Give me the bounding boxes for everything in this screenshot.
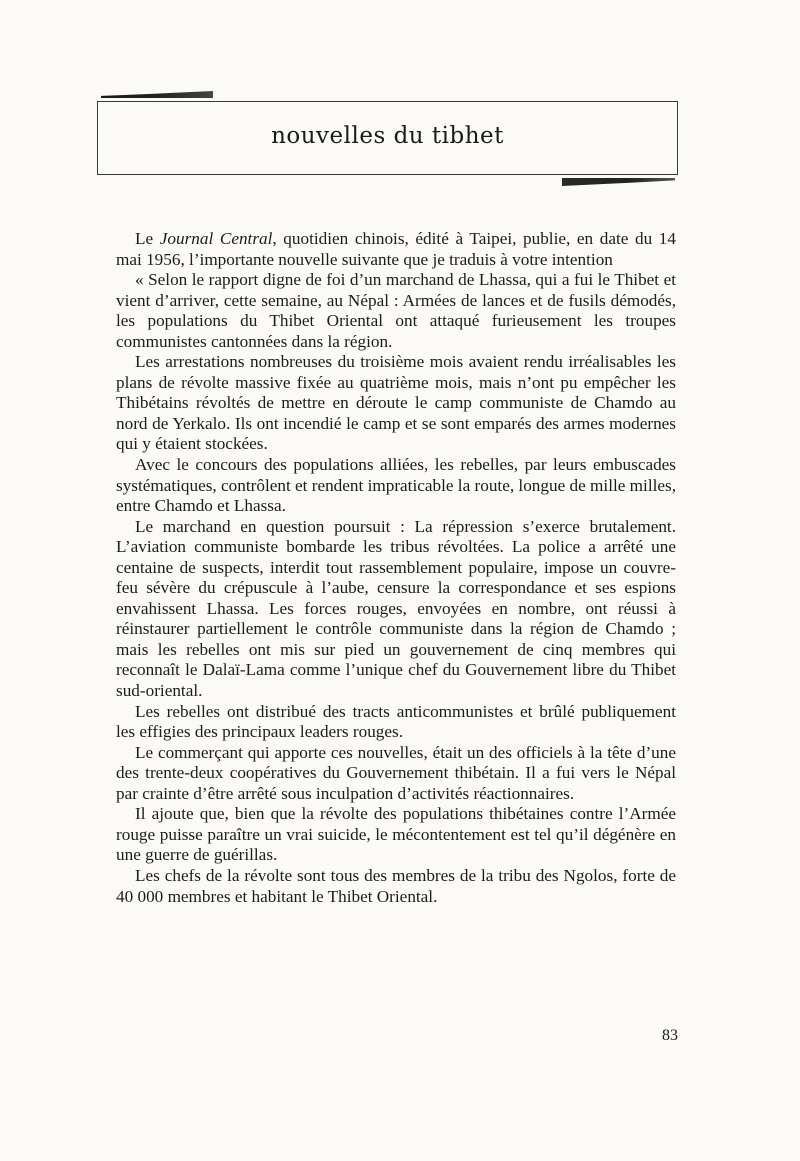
page-number: 83 [662, 1027, 678, 1044]
decorative-bar-bottom [562, 178, 675, 186]
paragraph: Il ajoute que, bien que la révolte des populations thibétaines contre l’Armée rouge puisse paraître un vrai suicide, le mécontentement est tel qu’il dégénère en une guerre de guérillas. [116, 804, 676, 865]
decorative-bar-top [101, 91, 213, 98]
article-body [116, 229, 676, 907]
paragraph: Les arrestations nombreuses du troisième mois avaient rendu irréalisables les plans de révolte massive fixée au quatrième mois, mais n’ont pu empêcher les Thibétains révoltés de mettre en déroute le camp communiste de Chamdo au nord de Yerkalo. Ils ont incendié le camp et se sont emparés des armes modernes qui y étaient stockées. [116, 352, 676, 454]
paragraph: Le commerçant qui apporte ces nouvelles, était un des officiels à la tête d’une des trente-deux coopératives du Gouvernement thibétain. Il a fui vers le Népal par crainte d’être arrêté sous inculpation d’activités réactionnaires. [116, 742, 676, 803]
paragraph: « Selon le rapport digne de foi d’un marchand de Lhassa, qui a fui le Thibet et vient d’arriver, cette semaine, au Népal : Armées de lances et de fusils démodés, les populations du Thibet Oriental ont attaqué furieusement les troupes communistes cantonnées dans la région. [116, 270, 676, 351]
paragraph: Avec le concours des populations alliées, les rebelles, par leurs embuscades systématiques, contrôlent et rendent impraticable la route, longue de mille milles, entre Chamdo et Lhassa. [116, 455, 676, 516]
intro-text-after: , quotidien chinois, édité à Taipei, publie, en date du 14 mai 1956, l’importante nouvelle suivante que je traduis à votre intention [116, 229, 676, 269]
journal-name: Journal Central [159, 229, 273, 248]
paragraph: Le marchand en question poursuit : La répression s’exerce brutalement. L’aviation communiste bombarde les tribus révoltées. La police a arrêté une centaine de suspects, interdit tout rassemblement populaire, impose un couvre-feu sévère du crépuscule à l’aube, censure la correspondance et ses espions envahissent Lhassa. Les forces rouges, envoyées en nombre, ont réussi à réinstaurer partiellement le contrôle communiste dans la région de Chamdo ; mais les rebelles ont mis sur pied un gouvernement de cinq membres qui reconnaît le Dalaï-Lama comme l’unique chef du Gouvernement libre du Thibet sud-oriental. [116, 516, 676, 701]
page-title: nouvelles du tibhet [271, 123, 504, 149]
title-box [97, 101, 678, 175]
paragraph: Les chefs de la révolte sont tous des membres de la tribu des Ngolos, forte de 40 000 membres et habitant le Thibet Oriental. [116, 865, 676, 906]
intro-text-before: Le [135, 229, 160, 248]
article-intro [116, 229, 676, 270]
paragraph: Les rebelles ont distribué des tracts anticommunistes et brûlé publiquement les effigies des principaux leaders rouges. [116, 701, 676, 742]
